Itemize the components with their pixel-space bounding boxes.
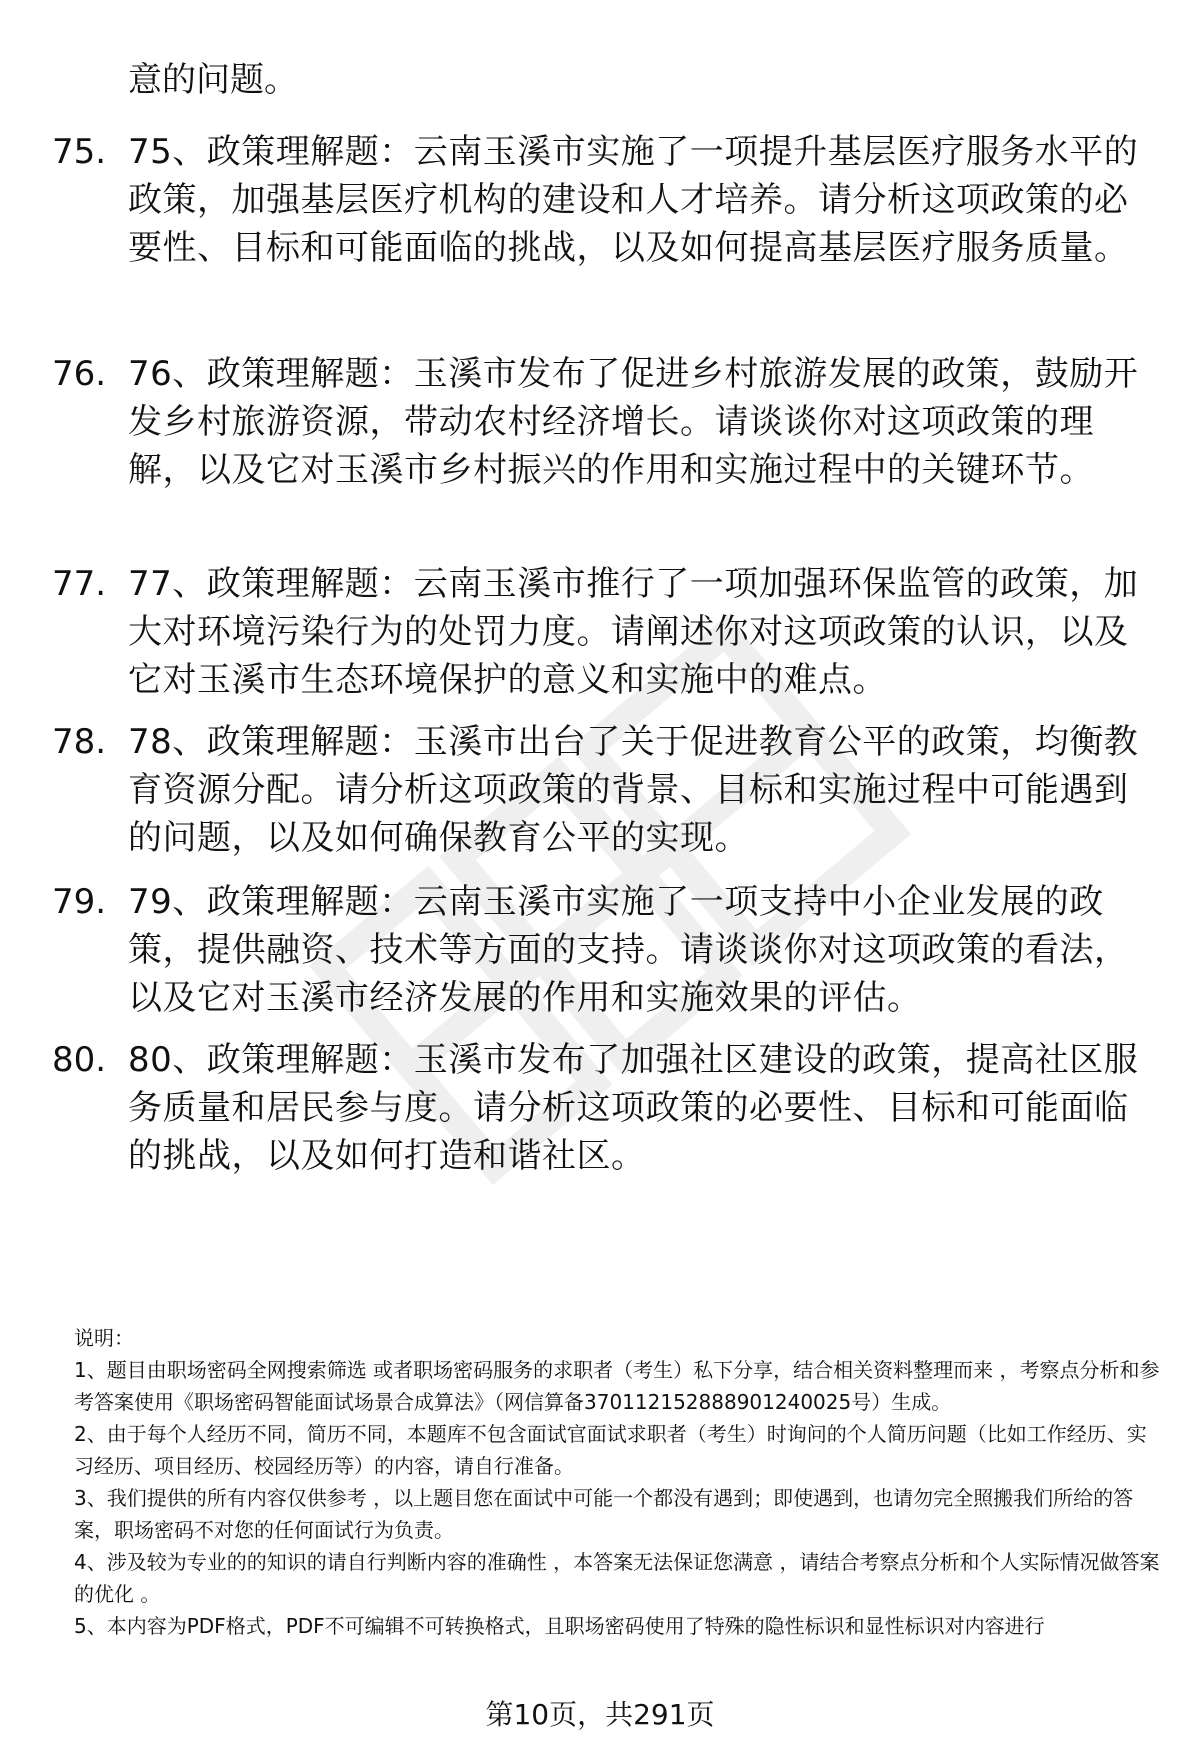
question-text: 79、政策理解题：云南玉溪市实施了一项支持中小企业发展的政策，提供融资、技术等方面的支持。请谈谈你对这项政策的看法，以及它对玉溪市经济发展的作用和实施效果的评估。 bbox=[128, 882, 1129, 1018]
page-number: 第10页，共291页 bbox=[485, 1698, 715, 1731]
question-number: 77. bbox=[52, 564, 107, 604]
note-item: 1、题目由职场密码全网搜索筛选 或者职场密码服务的求职者（考生）私下分享，结合相关资料整理而来 ，考察点分析和参考答案使用《职场密码智能面试场景合成算法》（网信算备370112152888901240025号）生成。 bbox=[74, 1358, 1160, 1414]
question-number: 80. bbox=[52, 1040, 107, 1080]
notes-heading: 说明： bbox=[74, 1326, 134, 1350]
note-item: 5、本内容为PDF格式，PDF不可编辑不可转换格式，且职场密码使用了特殊的隐性标识和显性标识对内容进行 bbox=[74, 1614, 1045, 1638]
question-text: 77、政策理解题：云南玉溪市推行了一项加强环保监管的政策，加大对环境污染行为的处罚力度。请阐述你对这项政策的认识，以及它对玉溪市生态环境保护的意义和实施中的难点。 bbox=[128, 564, 1139, 700]
question-number: 78. bbox=[52, 722, 107, 762]
question-number: 76. bbox=[52, 354, 107, 394]
question-number: 75. bbox=[52, 132, 107, 172]
question-number: 79. bbox=[52, 882, 107, 922]
question-text: 78、政策理解题：玉溪市出台了关于促进教育公平的政策，均衡教育资源分配。请分析这项政策的背景、目标和实施过程中可能遇到的问题，以及如何确保教育公平的实现。 bbox=[128, 722, 1139, 858]
notes-section bbox=[74, 1322, 1164, 1642]
question-text: 80、政策理解题：玉溪市发布了加强社区建设的政策，提高社区服务质量和居民参与度。请分析这项政策的必要性、目标和可能面临的挑战，以及如何打造和谐社区。 bbox=[128, 1040, 1139, 1176]
note-item: 3、我们提供的所有内容仅供参考 ，以上题目您在面试中可能一个都没有遇到；即使遇到，也请勿完全照搬我们所给的答案，职场密码不对您的任何面试行为负责。 bbox=[74, 1486, 1134, 1542]
note-item: 2、由于每个人经历不同，简历不同，本题库不包含面试官面试求职者（考生）时询问的个人简历问题（比如工作经历、实习经历、项目经历、校园经历等）的内容，请自行准备。 bbox=[74, 1422, 1147, 1478]
question-text: 76、政策理解题：玉溪市发布了促进乡村旅游发展的政策，鼓励开发乡村旅游资源，带动农村经济增长。请谈谈你对这项政策的理解，以及它对玉溪市乡村振兴的作用和实施过程中的关键环节。 bbox=[128, 354, 1139, 490]
question-text: 75、政策理解题：云南玉溪市实施了一项提升基层医疗服务水平的政策，加强基层医疗机构的建设和人才培养。请分析这项政策的必要性、目标和可能面临的挑战，以及如何提高基层医疗服务质量。 bbox=[128, 132, 1139, 268]
note-item: 4、涉及较为专业的的知识的请自行判断内容的准确性 ，本答案无法保证您满意 ，请结合考察点分析和个人实际情况做答案的优化 。 bbox=[74, 1550, 1160, 1606]
continued-text: 意的问题。 bbox=[128, 60, 298, 100]
